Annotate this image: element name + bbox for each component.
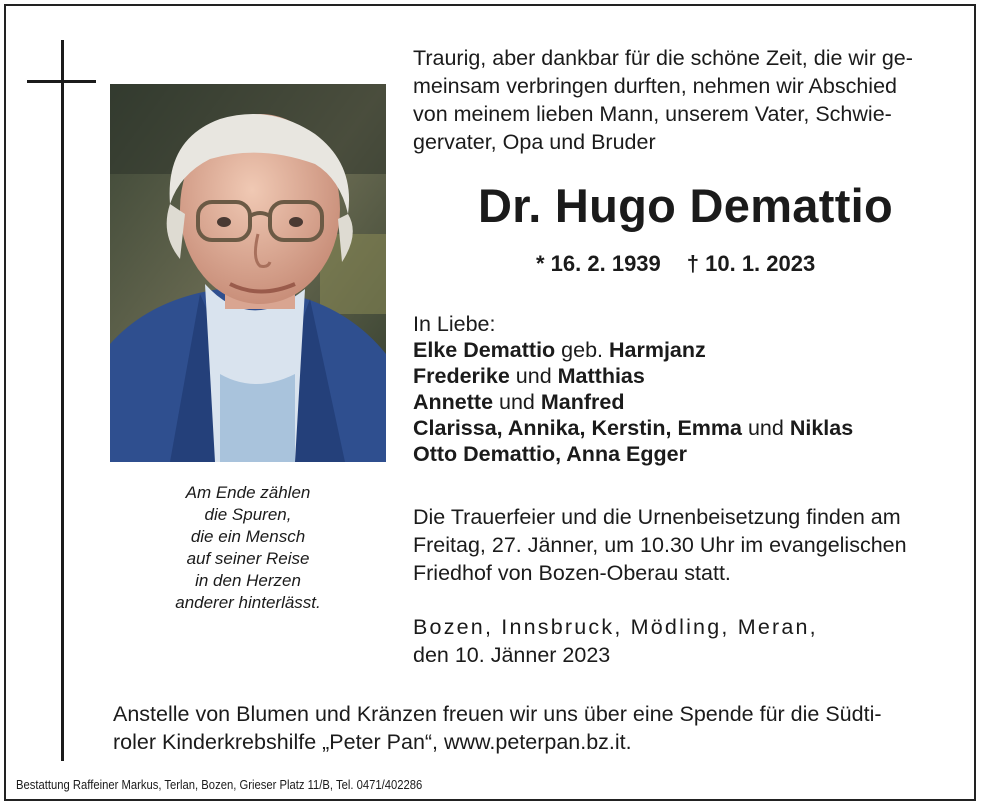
- family-row: [413, 363, 958, 389]
- donation-line: roler Kinderkrebshilfe „Peter Pan“, www.peterpan.bz.it.: [113, 730, 632, 754]
- cross-icon-horizontal: [27, 80, 96, 83]
- service-line: Freitag, 27. Jänner, um 10.30 Uhr im evangelischen: [413, 533, 907, 557]
- donation-note: [113, 700, 963, 756]
- family-row: [413, 441, 958, 467]
- quote-line: Am Ende zählen: [185, 483, 311, 502]
- funeral-home-footer: Bestattung Raffeiner Markus, Terlan, Bozen, Grieser Platz 11/B, Tel. 0471/402286: [16, 778, 423, 792]
- quote-line: in den Herzen: [195, 571, 301, 590]
- family-names: Frederike: [413, 364, 510, 388]
- memorial-quote: [130, 482, 366, 614]
- intro-line: meinsam verbringen durften, nehmen wir Abschied: [413, 74, 898, 98]
- quote-line: die ein Mensch: [190, 527, 306, 546]
- quote-line: die Spuren,: [204, 505, 292, 524]
- family-row: [413, 415, 958, 441]
- family-names: Matthias: [557, 364, 645, 388]
- intro-line: Traurig, aber dankbar für die schöne Zeit, die wir ge-: [413, 46, 913, 70]
- intro-text: [413, 44, 958, 156]
- life-dates: [536, 249, 815, 279]
- quote-line: anderer hinterlässt.: [175, 593, 321, 612]
- places: Bozen, Innsbruck, Mödling, Meran,: [413, 615, 818, 639]
- donation-line: Anstelle von Blumen und Kränzen freuen wir uns über eine Spende für die Südti-: [113, 702, 882, 726]
- cross-icon-vertical: [61, 40, 64, 761]
- quote-line: auf seiner Reise: [186, 549, 310, 568]
- family-connector: und: [509, 364, 558, 388]
- family-names: Otto Demattio, Anna Egger: [413, 442, 687, 466]
- portrait-photo: [110, 84, 386, 462]
- intro-line: gervater, Opa und Bruder: [413, 130, 656, 154]
- birth-date: * 16. 2. 1939: [536, 251, 661, 276]
- family-names: Manfred: [540, 390, 625, 414]
- family-names: Harmjanz: [608, 338, 706, 362]
- service-info: [413, 503, 958, 587]
- place-and-date: [413, 613, 958, 669]
- intro-line: von meinem lieben Mann, unserem Vater, Schwie-: [413, 102, 892, 126]
- family-intro: In Liebe:: [413, 312, 496, 336]
- family-names: Niklas: [789, 416, 854, 440]
- service-line: Friedhof von Bozen-Oberau statt.: [413, 561, 731, 585]
- family-list: [413, 311, 958, 467]
- date-line: den 10. Jänner 2023: [413, 643, 611, 667]
- death-date: † 10. 1. 2023: [686, 251, 816, 276]
- deceased-name: Dr. Hugo Demattio: [477, 179, 894, 232]
- family-names: Clarissa, Annika, Kerstin, Emma: [413, 416, 742, 440]
- family-row: [413, 389, 958, 415]
- family-row: [413, 337, 958, 363]
- service-line: Die Trauerfeier und die Urnenbeisetzung finden am: [413, 505, 901, 529]
- family-connector: und: [493, 390, 541, 414]
- family-names: Annette: [413, 390, 494, 414]
- family-names: Elke Demattio: [413, 338, 556, 362]
- family-connector: geb.: [555, 338, 609, 362]
- family-connector: und: [742, 416, 790, 440]
